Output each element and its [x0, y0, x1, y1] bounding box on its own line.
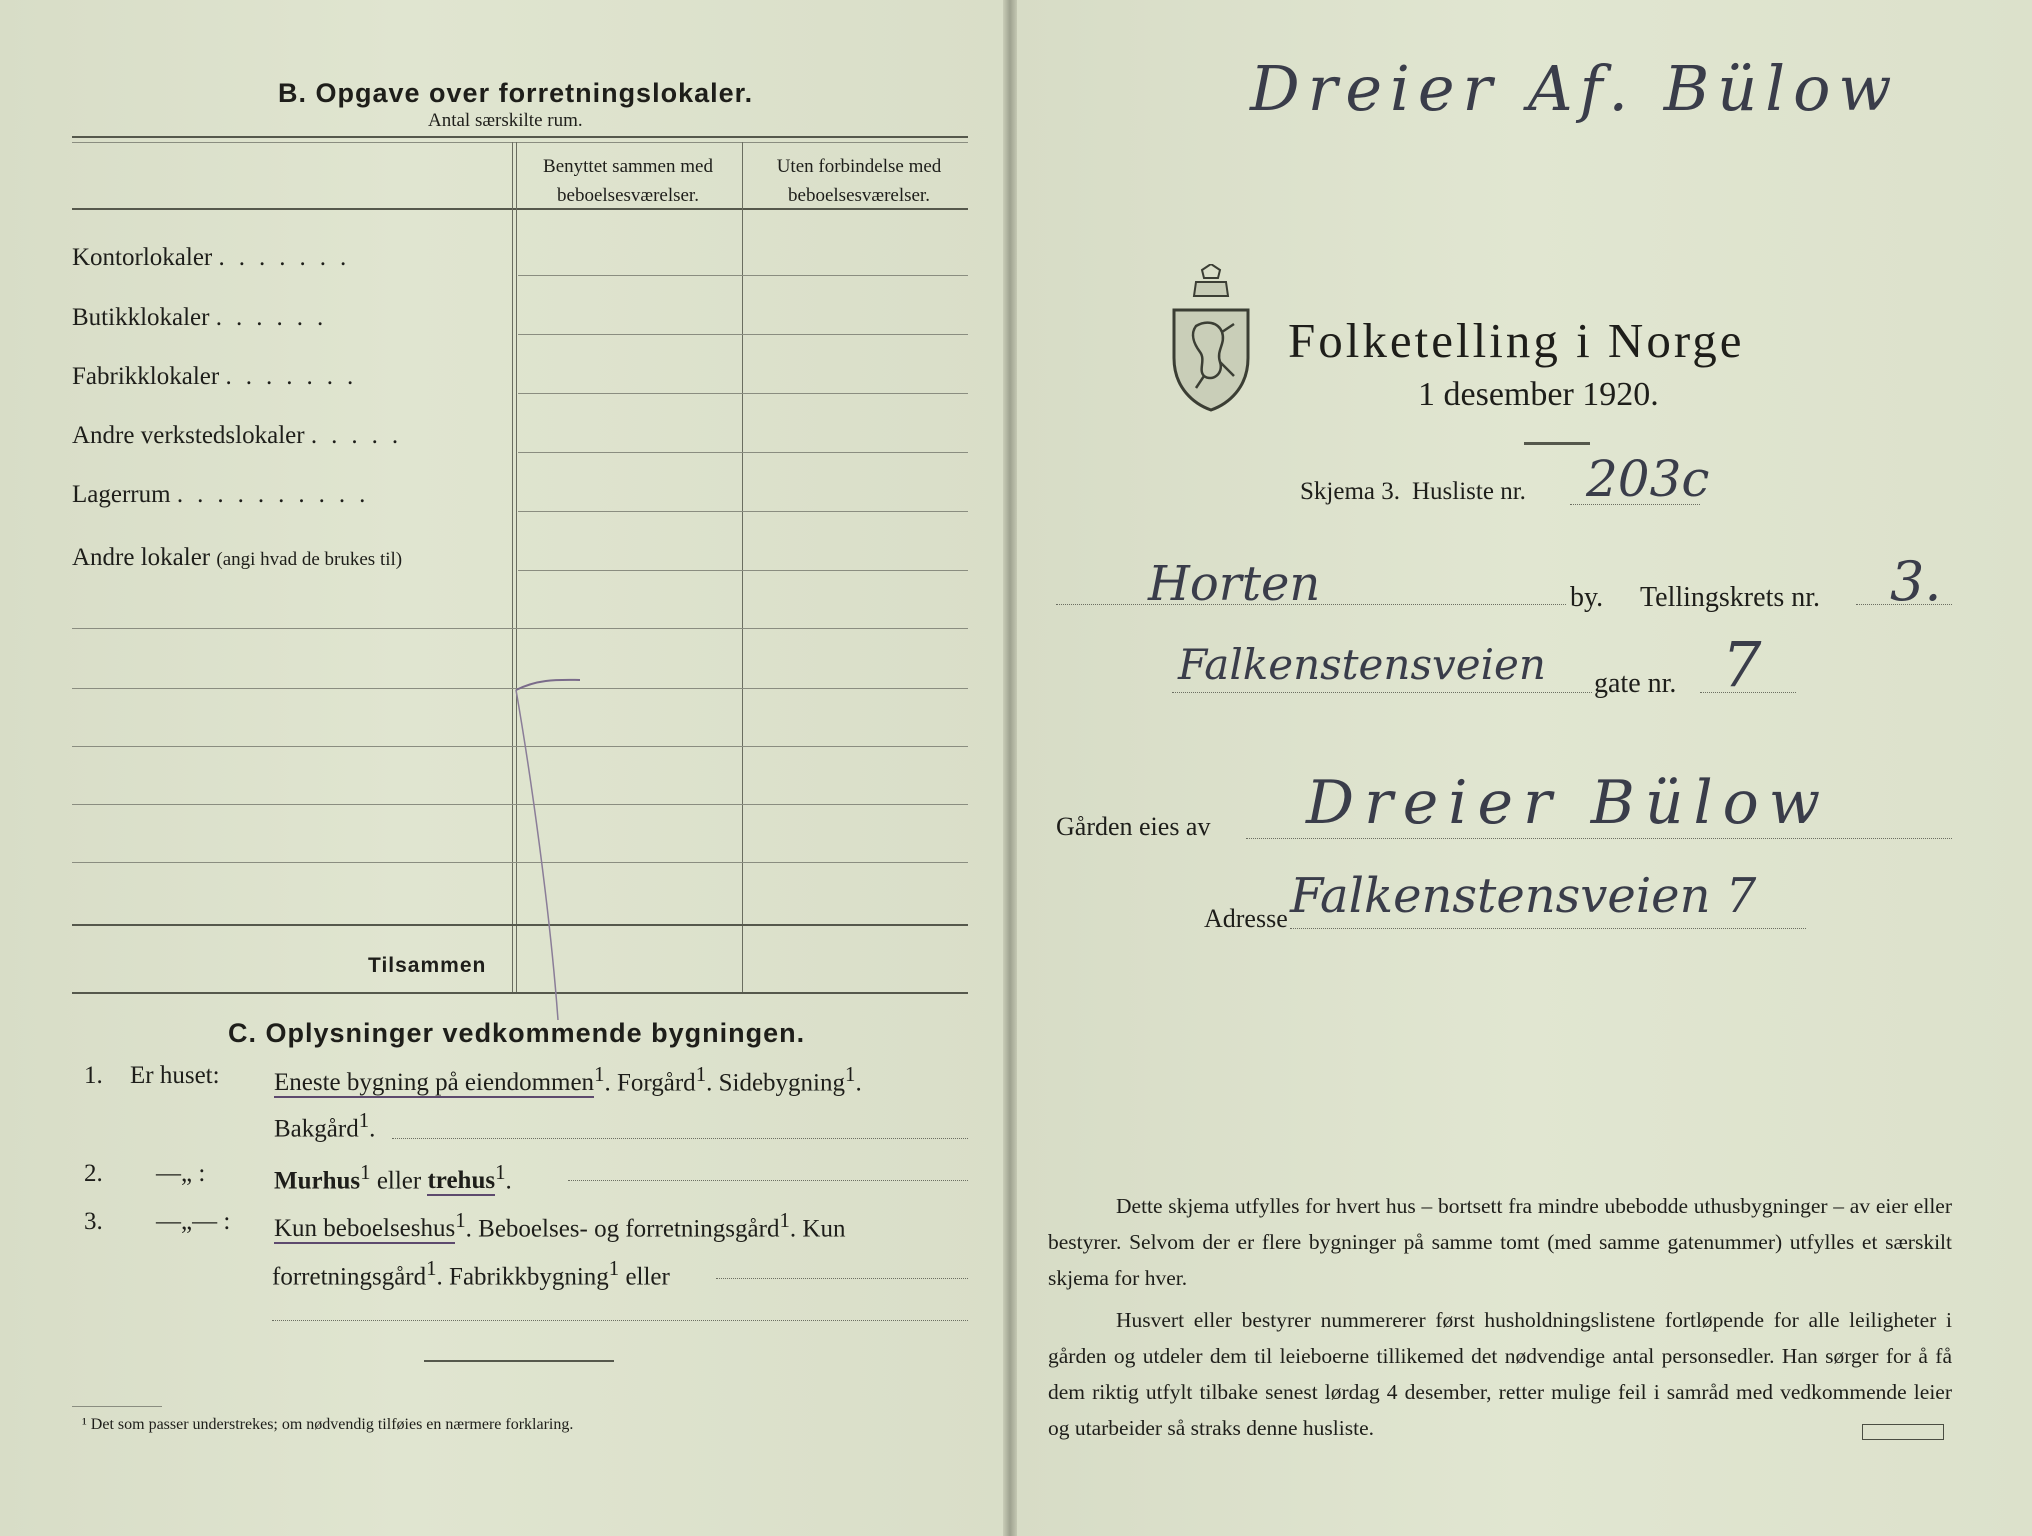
- norwegian-lion-crest-icon: [1168, 264, 1254, 412]
- cell-rule: [518, 334, 968, 335]
- gate-label: gate nr.: [1594, 668, 1677, 699]
- row-fabrikklokaler: Fabrikklokaler .......: [72, 363, 368, 390]
- row-label: Kontorlokaler: [72, 244, 213, 271]
- pencil-mark: [500, 650, 580, 1030]
- footnote: ¹ Det som passer understrekes; om nødvendig tilføies en nærmere forklaring.: [82, 1416, 574, 1433]
- q2-option-trehus: trehus: [427, 1167, 496, 1195]
- section-b-title: B. Opgave over forretningslokaler.: [278, 78, 754, 108]
- q1-number: 1.: [84, 1062, 103, 1089]
- row-label: Butikklokaler: [72, 304, 210, 331]
- q2-option-murhus: Murhus: [274, 1167, 361, 1195]
- q2-options: Murhus$^1$ eller trehus$^1$.: [274, 1160, 512, 1195]
- q3-ditto: —„— :: [156, 1208, 231, 1235]
- husliste-label: Husliste nr.: [1412, 478, 1526, 505]
- col2-header-line1: Uten forbindelse med: [776, 156, 942, 177]
- address-line: [1290, 928, 1806, 929]
- q3-options-line2: forretningsgård$^1$. Fabrikkbygning$^1$ eller: [272, 1256, 670, 1291]
- row-label: Andre verkstedslokaler: [72, 422, 305, 449]
- form-title: Folketelling i Norge: [1288, 313, 1745, 368]
- husliste-line: [1570, 504, 1700, 505]
- handwritten-owner-top: Dreier Af. Bülow: [1250, 52, 1900, 125]
- gate-value: 7: [1722, 628, 1762, 701]
- total-label: Tilsammen: [368, 954, 487, 977]
- q2-ditto: —„ :: [156, 1160, 206, 1187]
- q1-options: Eneste bygning på eiendommen$^1$. Forgård$^1$. Sidebygning$^1$.: [274, 1062, 862, 1097]
- gate-line: [1700, 692, 1796, 693]
- q3-option-beboelses-forretningsgard: Beboelses- og forretningsgård: [478, 1215, 780, 1243]
- city-line: [1056, 604, 1566, 605]
- row-butikklokaler: Butikklokaler ......: [72, 304, 338, 331]
- q1-option-bakgard-line: Bakgård$^1$.: [274, 1108, 376, 1143]
- street-value: Falkenstensveien: [1178, 640, 1546, 689]
- answer-line: [392, 1138, 968, 1139]
- row-label: Fabrikklokaler: [72, 363, 220, 390]
- table-top-rule: [72, 136, 968, 138]
- q2-or: eller: [376, 1167, 422, 1195]
- section-b-subtitle: Antal særskilte rum.: [428, 110, 583, 131]
- header-bottom-rule: [72, 208, 968, 210]
- answer-line: [272, 1320, 968, 1321]
- form-date: 1 desember 1920.: [1418, 376, 1659, 413]
- q1-label: Er huset:: [130, 1062, 220, 1089]
- col1-header-line1: Benyttet sammen med: [543, 156, 713, 177]
- col1-header: [518, 152, 738, 210]
- section-c-title: C. Oplysninger vedkommende bygningen.: [228, 1018, 806, 1048]
- owner-label: Gården eies av: [1056, 812, 1211, 841]
- cell-rule: [518, 393, 968, 394]
- page-spine: [1003, 0, 1017, 1536]
- row-kontorlokaler: Kontorlokaler .......: [72, 244, 361, 271]
- q3-or: eller: [625, 1263, 670, 1291]
- street-line: [1172, 692, 1592, 693]
- owner-value: Dreier Bülow: [1306, 768, 1831, 838]
- address-value: Falkenstensveien 7: [1290, 868, 1757, 924]
- row-label: Andre lokaler: [72, 544, 211, 571]
- short-rule: [424, 1360, 614, 1362]
- instructions-paragraph-1: Dette skjema utfylles for hvert hus – bortsett fra mindre ubebodde uthusbygninger – av eier eller bestyrer. Selvom der er flere bygninger på samme tomt (med samme gatenummer) utfylles et særskilt skjema for hver.: [1048, 1194, 1952, 1290]
- cell-rule: [518, 275, 968, 276]
- q3-option-forretningsgard: forretningsgård: [272, 1263, 427, 1291]
- city-value: Horten: [1148, 556, 1321, 612]
- address-label: Adresse: [1204, 904, 1288, 933]
- owner-line: [1246, 838, 1952, 839]
- q1-option-sidebygning: Sidebygning: [718, 1069, 846, 1097]
- col1-header-line2: beboelsesværelser.: [557, 185, 699, 206]
- q3-number: 3.: [84, 1208, 103, 1235]
- q3-option-kun-beboelseshus: Kun beboelseshus: [274, 1215, 456, 1243]
- table-top-rule-2: [72, 142, 968, 143]
- row-label: Lagerrum: [72, 481, 171, 508]
- q1-option-forgard: Forgård: [616, 1069, 696, 1097]
- answer-line: [568, 1180, 968, 1181]
- cell-rule: [518, 511, 968, 512]
- row-note: (angi hvad de brukes til): [216, 549, 403, 570]
- krets-value: 3.: [1890, 550, 1942, 613]
- q3-option-fabrikkbygning: Fabrikkbygning: [449, 1263, 609, 1291]
- city-label: by.: [1570, 582, 1604, 613]
- blank-row-rule: [72, 628, 968, 629]
- col2-header-line2: beboelsesværelser.: [788, 185, 930, 206]
- krets-line: [1856, 604, 1952, 605]
- q3-options-line1: Kun beboelseshus$^1$. Beboelses- og forretningsgård$^1$. Kun: [274, 1208, 846, 1243]
- col2-left-border: [742, 142, 743, 992]
- row-andre-verkstedslokaler: Andre verkstedslokaler .....: [72, 422, 413, 449]
- date-rule: [1524, 442, 1590, 445]
- cell-rule: [518, 570, 968, 571]
- row-lagerrum: Lagerrum ..........: [72, 481, 380, 508]
- instructions-paragraph-2: Husvert eller bestyrer nummererer først husholdningslistene fortløpende for alle leiligheter i gården og utdeler dem til leieboerne tillikemed det nødvendige antal personsedler. Han sørger for å få dem riktig utfylt tilbake senest lørdag 4 desember, retter mulige feil i samråd med vedkommende leier og utarbeider så straks denne husliste.: [1048, 1308, 1952, 1440]
- q1-option-bakgard: Bakgård: [274, 1115, 359, 1143]
- row-andre-lokaler: [72, 544, 402, 572]
- q1-option-eneste: Eneste bygning på eiendommen: [274, 1069, 595, 1097]
- cell-rule: [518, 452, 968, 453]
- footnote-rule: [72, 1406, 162, 1407]
- q2-number: 2.: [84, 1160, 103, 1187]
- q3-option-kun: Kun: [802, 1215, 846, 1243]
- husliste-value: 203c: [1586, 450, 1710, 508]
- col2-header: [748, 152, 970, 210]
- answer-line: [716, 1278, 968, 1279]
- krets-label: Tellingskrets nr.: [1640, 582, 1821, 613]
- skjema-label: Skjema 3.: [1300, 478, 1400, 505]
- printer-stamp-icon: [1862, 1424, 1944, 1440]
